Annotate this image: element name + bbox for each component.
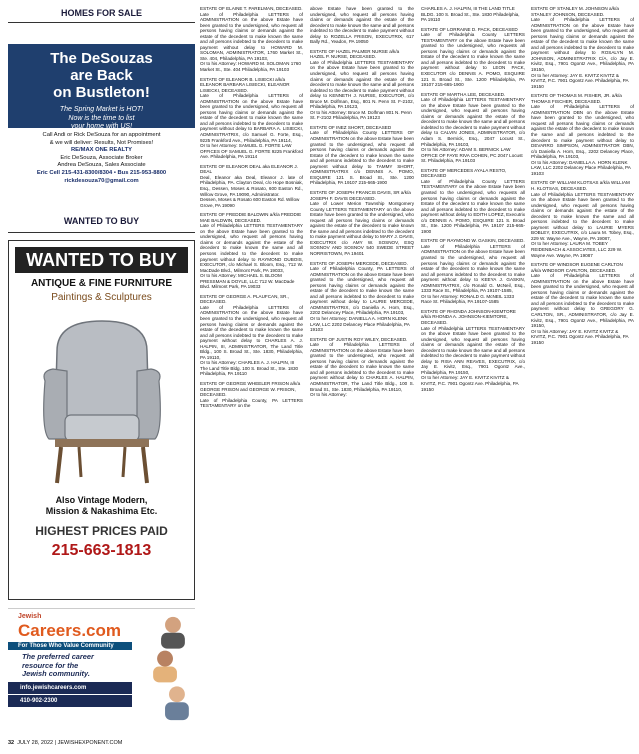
legal-notice <box>531 93 634 176</box>
desouzas-tagline-3: your home with US! <box>70 123 133 130</box>
notice-attorney: Or to his Attorney: MICHAEL S. BLOOM PRESSMAN & DOYLE, LLC 712 W. MacDade Blvd. Milmont Park, PA 19033 <box>200 273 295 290</box>
legal-notice <box>421 6 525 23</box>
notice-heading: ESTATE OF MARTHA LEE, DECEASED. <box>421 91 506 97</box>
notice-attorney: Or to his Attorney: HOWARD M. SOLOMAN 1760 Market St., Ste. 404 Philadelphia, PA 19103 <box>200 61 301 73</box>
notice-attorney: Dessen, Moses & Rosato 600 Easton Rd. Willow Grove, PA 19090 <box>200 197 300 208</box>
realty-line: & we will deliver: Results, Not Promises! <box>49 139 154 146</box>
legal-notice <box>531 6 634 89</box>
notice-heading: ESTATE OF INEZ SHORT, DECEASED <box>310 124 392 130</box>
page-number: 32 <box>8 740 15 746</box>
notice-heading: ESTATE OF WINDSOR EUGENE CARLTON a/k/a WINDSOR CARLTON, DECEASED. <box>531 262 623 273</box>
notice-heading: ESTATE OF HAZEL PALMER NURSE a/k/a HAZEL P. NURSE, DECEASED. <box>310 48 400 60</box>
legal-notice <box>310 190 414 257</box>
legal-notice <box>310 49 414 121</box>
notice-attorney: CHARLES A. J. HALPIN, III THE LAND TITLE BLDG. 100 S. Broad St., Ste. 1830 Philadelphia, PA 19110 <box>421 6 520 23</box>
notice-heading: ESTATE OF ELEANOR B. LISIECKI a/k/a ELEANOR BARBARA LISIECKI, ELEANOR LISIECKI, DECEASED. <box>200 76 290 93</box>
notice-body: Late of Philadelphia LETTERS of ADMINISTRATION on the above Estate have been granted to the undersigned, who request all persons having claims or demands against the estate of the decedent to make known the same and all persons indebted to the decedent to make payment without delay to ROSALYN M. JOHNSON, ADMINISTRATRIX C/A, c/o Jay E. Kivitz, Esq., 7901 Ogontz Ave., Philadelphia, PA 19150, <box>531 17 634 73</box>
legal-notice <box>200 381 303 409</box>
notice-attorney: Or to her Attorney: SAMUEL G. FORTE LAW OFFICES OF SAMUEL G. FORTE 9225 Frankford Ave. Philadelphia, PA 19114 <box>200 143 303 160</box>
desouzas-ad[interactable] <box>8 44 195 128</box>
realty-company: RE/MAX ONE REALTY <box>70 147 133 154</box>
legal-notice <box>310 337 414 398</box>
furniture-sub1: ANTIQUE & FINE FURNITURE <box>30 278 173 289</box>
notice-body: Late of Philadelphia LETTERS of ADMINISTRATION on the above Estate have been granted to the undersigned, who request all persons having claims or demands against the estate of the decedent to make known the same and all persons indebted to the decedent to make payment without delay to GREGORY G. CARLTON, SR., ADMINISTRATOR, c/o Jay E. Kivitz, Esq., 7901 Ogontz Ave., Philadelphia, PA 19150, <box>531 273 634 329</box>
furniture-phone[interactable]: 215-663-1813 <box>51 542 152 559</box>
careers-pref-3: Jewish community. <box>22 669 90 679</box>
furniture-sub2: Paintings & Sculptures <box>51 292 152 303</box>
legal-notice <box>200 77 303 160</box>
notice-body: Deal, Eleanor aka Deal, Eleanor J. late of Philadelphia, PA. Clayton Deal, c/o Hope Bosniak, Esq., Dessen, Moses & Rosato, 600 Easton Rd., Willow Grove, PA 19090, Administrator. <box>200 174 303 197</box>
notice-body: Late of Philadelphia LETTERS TESTAMENTARY on the above Estate have been granted to the undersigned, who request all persons having claims or demands against the estate of the decedent to make known the same and all persons indebted to the decedent to make payment without delay to RAYMOND DUBOIS, EXECUTOR, c/o Michael S. Bloom, Esq., 712 W. MacDade Blvd., Milmont Park, PA 19033, <box>200 223 303 273</box>
notice-body: Late of Philadelphia LETTERS TESTAMENTARY on the above Estate have been granted to the undersigned, who request all persons having claims or demands against the estate of the decedent to make known the same and all persons indebted to the decedent to make payment without delay to RISA ANN REAVES, EXECUTRIX, c/o Jay E. Kivitz, Esq., 7901 Ogontz Ave., Philadelphia, PA 19150, <box>421 325 525 375</box>
notice-body: Late of Philadelphia County LETTERS OF ADMINISTRATION on the above Estate have been granted to the undersigned, who request all persons having claims or demands against the Estate of the decedent to make known the same and all persons indebted to the decedent to make payment without delay to TAMMY SHORT, ADMINISTRATRIX c/o DENNIS A. POMO, ESQUIRE 121 S. Broad St., Ste. 1200 Philadelphia, PA 19107 215-665-1900 <box>310 130 414 186</box>
people-photo-icon <box>145 609 195 730</box>
notice-heading: ESTATE OF ELAINE T. PARELMAN, DECEASED. <box>200 6 303 11</box>
legal-notice <box>421 92 525 164</box>
legal-notice <box>200 294 303 377</box>
divider <box>8 232 195 233</box>
notice-attorney: Or to his Attorney: DANIELLA A. HORN KLENK LAW, LLC 2202 Delancey Place Philadelphia, PA 19103 <box>531 159 631 176</box>
notice-heading: ESTATE OF JOSEPH FRANCIS DAVIS, SR a/k/a JOSEPH F. DAVIS DECEASED. <box>310 189 411 201</box>
legal-notice <box>310 125 414 186</box>
notice-body: Late of Philadelphia LETTERS TESTAMENTARY on the above Estate have been granted to the undersigned, who request all persons having claims or demands against the estate of the decedent to make known the same and all persons indebted to the decedent to make payment without delay to LAURIE MYERS BOBLEY, EXECUTRIX, c/o Laura M. Tobey, Esq., 229 W. Wayne Ave., Wayne, PA 19087, <box>531 191 634 241</box>
notices-column-2 <box>310 6 414 402</box>
notice-body: Late of Philadelphia County LETTERS TESTAMENTARY on the above Estate have been granted to the undersigned, who requests all persons having claims or demands against the Estate of the decedent to make known the same and all persons indebted to the decedent to make payment without delay to LEON PACK, EXECUTOR c/o DENNIS A. POMO, ESQUIRE 121 S. Broad St., Ste. 1200 Philadelphia, PA 19107 215-665-1900 <box>421 32 525 88</box>
notice-heading: ESTATE OF WILLIAM KLOTSAS a/k/a WILLIAM H. KLOTSAS, DECEASED. <box>531 180 630 191</box>
notice-attorney: Or to his Attorney: CHARLES A. J. HALPIN, III The Land Title Bldg. 100 S. Broad St., Ste. 1830 Philadelphia, PA 19110 <box>200 360 299 377</box>
armchair-icon <box>27 311 177 491</box>
notice-heading: ESTATE OF GEORGE WHEELER FRISON a/k/a GEORGE FRISON and GEORGE W. FRISON, DECEASED. <box>200 381 301 398</box>
legal-notice <box>200 6 303 73</box>
notice-heading: ESTATE OF STANLEY M. JOHNSON a/k/a STANLEY JOHNSON, DECEASED. <box>531 6 619 17</box>
homes-for-sale-header: HOMES FOR SALE <box>8 6 195 20</box>
desouzas-headline-2: are Back <box>70 67 133 84</box>
desouzas-headline-1: The DeSouzas <box>50 50 153 67</box>
notice-heading: ESTATE OF RHONDA JOHNSON-KIEMTORE a/k/a RHONDA A. JOHNSON-KIEMTORE, DECEASED. <box>421 308 516 325</box>
notice-heading: ESTATE OF JOSEPH MERCEDE, DECEASED. <box>310 260 408 266</box>
notice-body: Late of Philadelphia County LETTERS TESTAMENTARY on the above Estate have been granted to the undersigned, who requests all persons having claims or demands against the Estate of the decedent to make known the same and all persons indebted to the decedent to make payment without delay to EDITH LOPEZ, Executrix c/o DENNIS A. POMO, ESQUIRE 121 S. Broad St., Ste. 1200 Philadelphia, PA 19107 215-665-1900 <box>421 178 525 234</box>
notice-heading: ESTATE OF JUSTIN ROY WILEY, DECEASED. <box>310 336 408 342</box>
notice-body: Late of Philadelphia LETTERS of ADMINISTRATION on the above Estate have been granted to the undersigned, who request all persons having claims or demands against the estate of the decedent to make known the same and all persons indebted to the decedent to make payment without delay to CHARLES A. HALPIN, ADMINISTRATOR, The Land Title Bldg., 100 S. Broad St., Ste. 1830, Philadelphia, PA 19110, <box>310 342 414 392</box>
notices-column-4 <box>531 6 634 349</box>
realty-line: Call Andi or Rick DeSouza for an appointment <box>42 132 161 138</box>
notice-attorney: Or to her Attorney: DANIELLA A. HORN KLENK LAW, LLC 2202 Delancey Place Philadelphia, PA 19103 <box>310 315 410 333</box>
notice-body: Late of Philadelphia LETTERS of ADMINISTRATION DBN on the above Estate have been granted to the undersigned, who request all persons having claims or demands against the estate of the decedent to make known the same and all persons indebted to the decedent to make payment without delay to DEVARRO SIMPSON, ADMINISTRATOR DBN, c/o Daniella A. Horn, Esq., 2202 Delancey Place, Philadelphia, PA 19103, <box>531 104 634 160</box>
desouzas-tagline-1: The Spring Market is HOT! <box>59 106 144 113</box>
notice-attorney: Or to her Attorney: LAURA M. TOBEY REIDENBACH & ASSOCIATES, LLC 229 W. Wayne Ave. Wayne, PA 19087 <box>531 241 623 258</box>
legal-notice <box>421 238 525 305</box>
issue-date: JULY 28, 2022 <box>17 740 54 746</box>
furniture-ad[interactable] <box>8 240 195 600</box>
furniture-highest-prices: HIGHEST PRICES PAID <box>35 524 168 538</box>
legal-notice <box>421 309 525 392</box>
careers-pref-1: The preferred career <box>22 652 94 661</box>
divider <box>8 22 195 23</box>
notices-column-3 <box>421 6 525 396</box>
notice-heading: ESTATE OF THOMAS M. FISHER, JR. a/k/a THOMAS FISCHER, DECEASED. <box>531 93 622 104</box>
legal-notice <box>200 164 303 208</box>
realty-contact <box>8 132 195 212</box>
careers-phone[interactable]: 410-902-2300 <box>8 695 132 707</box>
notice-body: Late of Philadelphia County, PA LETTERS of ADMINISTRATION on the above Estate have been granted to the undersigned, who request all persons having claims or demands against the estate of the decedent to make known the same and all persons indebted to the decedent to make payment without delay to LAURIE MERCEDE, ADMINISTRATRIX, c/o Daniella A. Horn, Esq., 2202 Delancey Place, Philadelphia, PA 19103, <box>310 266 414 316</box>
legal-notice <box>310 6 414 45</box>
page-footer: 32 JULY 28, 2022 | JEWISHEXPONENT.COM <box>8 740 123 746</box>
wanted-to-buy-header: WANTED TO BUY <box>63 216 140 226</box>
notice-body: above Estate have been granted to the undersigned, who request all persons having claims or demands against the estate of the decedent to make known the same and all persons indebted to the decedent to make payment without delay to ROZELLA FRISON, EXECUTRIX, 617 Bally Rd., Yeadon, PA 19050 <box>310 6 414 45</box>
careers-pref-2: resource for the <box>22 660 79 670</box>
notice-attorney: Or to his Attorney: Bruce M. Dolfman 801 N. Penn St. F-2102 Philadelphia, PA 19123 <box>310 109 412 121</box>
legal-notice <box>421 27 525 88</box>
careers-logo-jewish: Jewish <box>18 613 42 620</box>
notice-body: Late of Philadelphia LETTERS TESTAMENTARY on the above Estate have been granted to the undersigned, who request all persons having claims or demands against the estate of the decedent to make known the same and all persons indebted to the decedent to make payment without delay to KENNETH J. NURSE, EXECUTOR, c/o Bruce M. Dolfman, Esq., 801 N. Penn St. F-2102, Philadelphia, PA 19123, <box>310 59 414 110</box>
careers-logo-text: Careers.com <box>18 621 122 640</box>
realty-line: Eric DeSouza, Associate Broker <box>60 154 143 161</box>
notice-heading: ESTATE OF LORRAINE D. PACK, DECEASED <box>421 26 518 32</box>
notice-body: Late of Philadelphia LETTERS of ADMINISTRATION on the above Estate have been granted to the undersigned, who request all persons having claims or demands against the estate of the decedent to make known the same and all persons indebted to the decedent to make payment without delay to CHARLES A. J. HALPIN, III, ADMINISTRATOR, The Land Title Bldg., 100 S. Broad St., Ste. 1830, Philadelphia, PA 19110, <box>200 304 303 360</box>
legal-notice <box>421 168 525 235</box>
notice-attorney: Or to her Attorney: JAY E. KIVITZ KIVITZ & KIVITZ, P.C. 7901 Ogontz Ave. Philadelphia, PA 19150 <box>531 72 629 89</box>
notice-body: Late of Philadelphia LETTERS TESTAMENTARY on the above Estate have been granted to the undersigned, who request all persons having claims or demands against the estate of the decedent to make known the same and all persons indebted to the decedent to make payment without delay to CALVIN JONES, ADMINISTRATOR, c/o Adam S. Bernick, Esq., 2047 Locust St., Philadelphia, PA 19103, <box>421 97 525 147</box>
furniture-banner: WANTED TO BUY <box>15 247 188 273</box>
notice-heading: ESTATE OF GEORGE A. PLAUFCAN, SR., DECEASED. <box>200 293 289 305</box>
notice-heading: ESTATE OF RAYMOND W. GASKIN, DECEASED. <box>421 238 525 244</box>
notice-body: Late of Philadelphia LETTERS of ADMINISTRATION on the above Estate have been granted to the undersigned, who request all persons having claims or demands against the estate of the decedent to make known the same and all persons indebted to the decedent to make payment without delay to KEEYA J. GASKIN, ADMINISTRATRIX, c/o Ronald G. McNeil, Esq., 1333 Race St., Philadelphia, PA 19107-1585, <box>421 243 525 294</box>
realty-email[interactable]: rickdesouza70@gmail.com <box>64 177 139 184</box>
notice-attorney: Or to her Attorney: RONALD G. McNEIL 1333 Race St. Philadelphia, PA 19107-1585 <box>421 293 515 305</box>
legal-notice <box>200 212 303 290</box>
notice-heading: ESTATE OF MERCEDES AYALA RESTO, DECEASED <box>421 167 507 179</box>
notice-body: Late of Philadelphia County, PA LETTERS TESTAMENTARY on the <box>200 397 303 409</box>
legal-notice <box>531 180 634 258</box>
furniture-vintage: Also Vintage Modern, <box>55 495 148 505</box>
careers-band: For Those Who Value Community <box>8 642 132 650</box>
notices-column-1 <box>200 6 303 413</box>
notice-attorney: Or to his Attorney: <box>310 392 347 398</box>
notice-body: Late of Lower Merion Township Montgomery County LETTERS TESTAMENTARY on the above Estate have been granted to the undersigned, who request all persons having claims or demands against the estate of the decedent to make known the same and all persons indebted to the decedent to make payment without delay to MARY J. DAVIS, EXECUTRIX c/o AMY W. SOSNOV, ESQ SOSNOV AND SOSNOV 540 SWEDE STREET NORRISTOWN, PA 19401 <box>310 201 414 256</box>
jewish-careers-ad[interactable] <box>8 608 195 730</box>
desouzas-tagline-2: Now is the time to list <box>68 115 135 122</box>
realty-phone[interactable]: Eric Cell 215-431-8300/8304 • Bus 215-953-8800 <box>36 169 167 176</box>
legal-notice <box>531 262 634 345</box>
desouzas-headline-3: on Bustleton! <box>53 84 150 101</box>
legal-notice <box>310 261 414 333</box>
notice-heading: ESTATE OF FREDDIE BALDWIN a/k/a FREDDIE MAE BALDWIN, DECEASED. <box>200 212 302 223</box>
careers-site[interactable]: info.jewishcareers.com <box>8 682 132 694</box>
notice-body: Late of Philadelphia LETTERS of ADMINISTRATION on the above Estate have been granted to the undersigned, who request all persons having claims or demands against the estate of the decedent to make known the same and all persons indebted to the decedent to make payment without delay to BARBARA A. LISIECKI, ADMINISTRATRIX, c/o Samuel G. Forte, Esq., 9225 Frankford Ave., Philadelphia, PA 19114, <box>200 93 303 143</box>
realty-line: Andrea DeSouza, Sales Associate <box>57 162 146 169</box>
furniture-mission: Mission & Nakashima Etc. <box>45 506 158 516</box>
site-name: JEWISHEXPONENT.COM <box>57 740 123 746</box>
notice-attorney: Or to her Attorney: JAY E. KIVITZ KIVITZ & KIVITZ, P.C. 7901 Ogontz Ave. Philadelphia, PA 19150 <box>421 375 519 392</box>
notice-attorney: Or to his Attorney: ADAM S. BERNICK LAW OFFICE OF FAYE RIVA COHEN, PC 2047 Locust St. Philadelphia, PA 19103 <box>421 147 523 164</box>
notice-body: Late of Philadelphia LETTERS of ADMINISTRATION on the above Estate have been granted to the undersigned, who request all persons having claims or demands against the estate of the decedent to make known the same and all persons indebted to the decedent to make payment without delay to HOWARD M. SOLOMAN, ADMINISTRATOR, 1760 Market St., Ste. 404, Philadelphia, PA 19103, <box>200 11 303 61</box>
notice-attorney: Or to his Attorney: JAY E. KIVITZ KIVITZ & KIVITZ, P.C. 7901 Ogontz Ave. Philadelphia, PA 19150 <box>531 328 629 345</box>
notice-heading: ESTATE OF ELEANOR DEAL aka ELEANOR J. DEAL <box>200 163 298 175</box>
